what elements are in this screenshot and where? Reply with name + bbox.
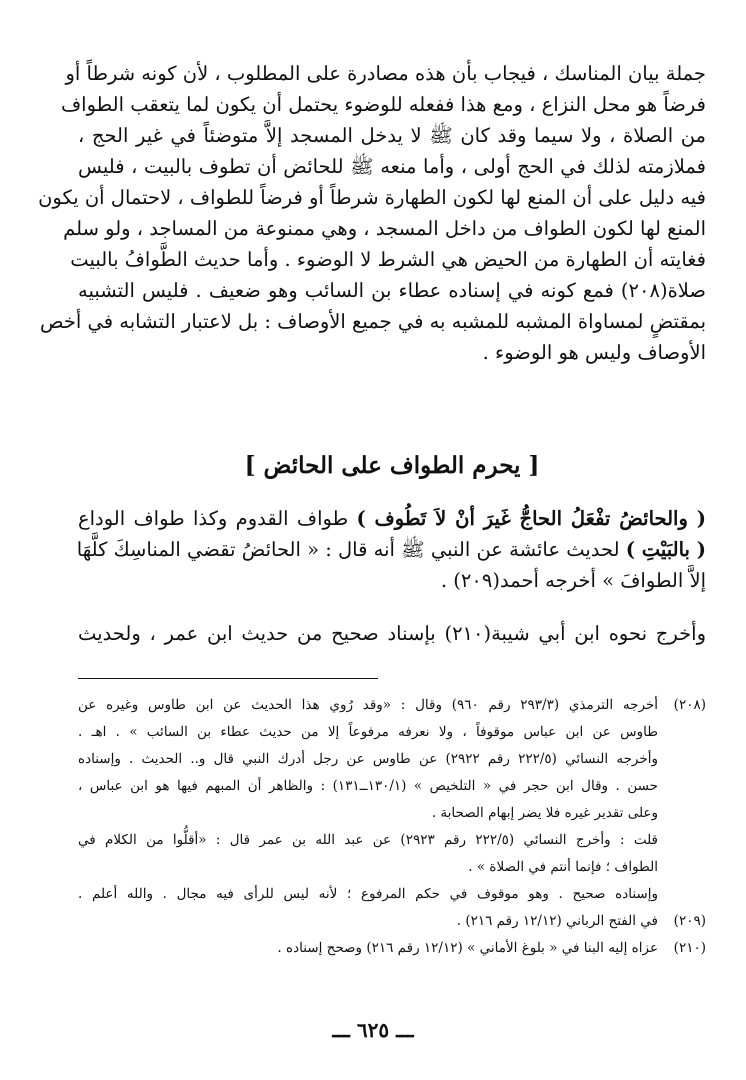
- footnote-divider: [78, 678, 378, 679]
- text-line: صلاة(٢٠٨) فمع كونه في إسناده عطاء بن السائب وهو ضعيف . فليس التشبيه: [78, 279, 706, 302]
- matn-line: [78, 534, 706, 565]
- footnote-line: حسن . وقال ابن حجر في « التلخيص » (١٣٠/١ــ١٣١) : والظاهر أن المبهم فيها هو ابن عباس ،: [78, 778, 658, 794]
- matn-line: إلاَّ الطوافَ » أخرجه أحمد(٢٠٩) .: [440, 569, 706, 592]
- matn-quote: ( بالبَيْتِ ): [625, 538, 706, 561]
- footnote-line: [78, 908, 706, 935]
- text-line: بمقتضٍ لمساواة المشبه للمشبه به في جميع الأوصاف : بل لاعتبار التشابه في أخص: [39, 310, 706, 333]
- footnote-line: [78, 935, 706, 962]
- text-line: فرضاً هو محل النزاع ، ومع هذا ففعله للوضوء يحتمل أن يكون لما يتعقب الطواف: [60, 93, 706, 116]
- footnote-line: وعلى تقدير غيره فلا يضر إبهام الصحابة .: [431, 805, 658, 821]
- footnote-text: عزاه إليه البنا في « بلوغ الأماني » (١٢/١٢ رقم ٢١٦) وصحح إسناده .: [277, 940, 658, 956]
- text-line: من الصلاة ، ولا سيما وقد كان ﷺ لا يدخل المسجد إلاَّ متوضئاً في غير الحج ،: [78, 124, 706, 147]
- footnote-number: (٢١٠): [673, 940, 706, 956]
- footnote-text: أخرجه الترمذي (٢٩٣/٣ رقم ٩٦٠) وقال : «وقد رُوي هذا الحديث عن ابن طاوس وغيره عن: [78, 697, 658, 713]
- main-text: [38, 58, 706, 368]
- footnote-line: قلت : وأخرج النسائي (٢٢٢/٥ رقم ٢٩٢٣) عن عبد الله بن عمر قال : «أقلُّوا من الكلام في: [78, 832, 659, 848]
- footnote-number: (٢٠٩): [673, 913, 706, 929]
- matn-commentary: طواف القدوم وكذا طواف الوداع: [78, 507, 357, 530]
- matn-commentary: لحديث عائشة عن النبي ﷺ أنه قال : « الحائضُ تقضي المناسِكَ كلَّهَا: [76, 538, 626, 561]
- matn-text: [78, 503, 706, 596]
- matn-quote: ( والحائضُ تفْعَلُ الحاجُّ غَيرَ أنْ لاَ تَطُوف ): [356, 507, 706, 530]
- section-heading: [ يحرم الطواف على الحائض ]: [244, 452, 540, 479]
- text-line: المنع لها لكون الطواف من داخل المسجد ، وهي ممنوعة من المساجد ، ولو سلم: [63, 217, 706, 240]
- text-line: فيه دليل على أن المنع لها لكون الطهارة شرطاً أو فرضاً للطواف ، لاحتمال أن يكون: [38, 186, 706, 209]
- footnote-line: الطواف ؛ فإنما أنتم في الصلاة » .: [468, 859, 658, 875]
- text-line: وأخرج نحوه ابن أبي شيبة(٢١٠) بإسناد صحيح من حديث ابن عمر ، ولحديث: [78, 622, 707, 645]
- text-line: الأوصاف وليس هو الوضوء .: [482, 341, 706, 364]
- matn-line: [78, 503, 706, 534]
- footnote-line: [78, 692, 706, 719]
- text-line: جملة بيان المناسك ، فيجاب بأن هذه مصادرة على المطلوب ، لأن كونه شرطاً أو: [65, 62, 706, 85]
- page-number: ـــ ٦٢٥ ـــ: [332, 1018, 414, 1042]
- text-line: فغايته أن الطهارة من الحيض هي الشرط لا الوضوء . وأما حديث الطَّوافُ بالبيت: [70, 248, 706, 271]
- footnote-number: (٢٠٨): [673, 697, 706, 713]
- footnote-line: طاوس عن ابن عباس موقوفاً ، ولا نعرفه مرفوعاً إلا من حديث عطاء بن السائب » . اهـ .: [78, 724, 658, 740]
- matn-text-continued: [78, 618, 706, 649]
- footnote-text: في الفتح الرباني (١٢/١٢ رقم ٢١٦) .: [456, 913, 658, 929]
- footnote-line: وإسناده صحيح . وهو موقوف في حكم المرفوع ؛ لأنه ليس للرأى فيه مجال . والله أعلم .: [78, 886, 658, 902]
- footnote-line: وأخرجه النسائي (٢٢٢/٥ رقم ٢٩٢٢) عن طاوس عن رجل أدرك النبي قال و.. الحديث . وإسناده: [78, 751, 658, 767]
- footnotes: [78, 692, 706, 962]
- text-line: فملازمته لذلك في الحج أولى ، وأما منعه ﷺ للحائض أن تطوف بالبيت ، فليس: [78, 155, 706, 178]
